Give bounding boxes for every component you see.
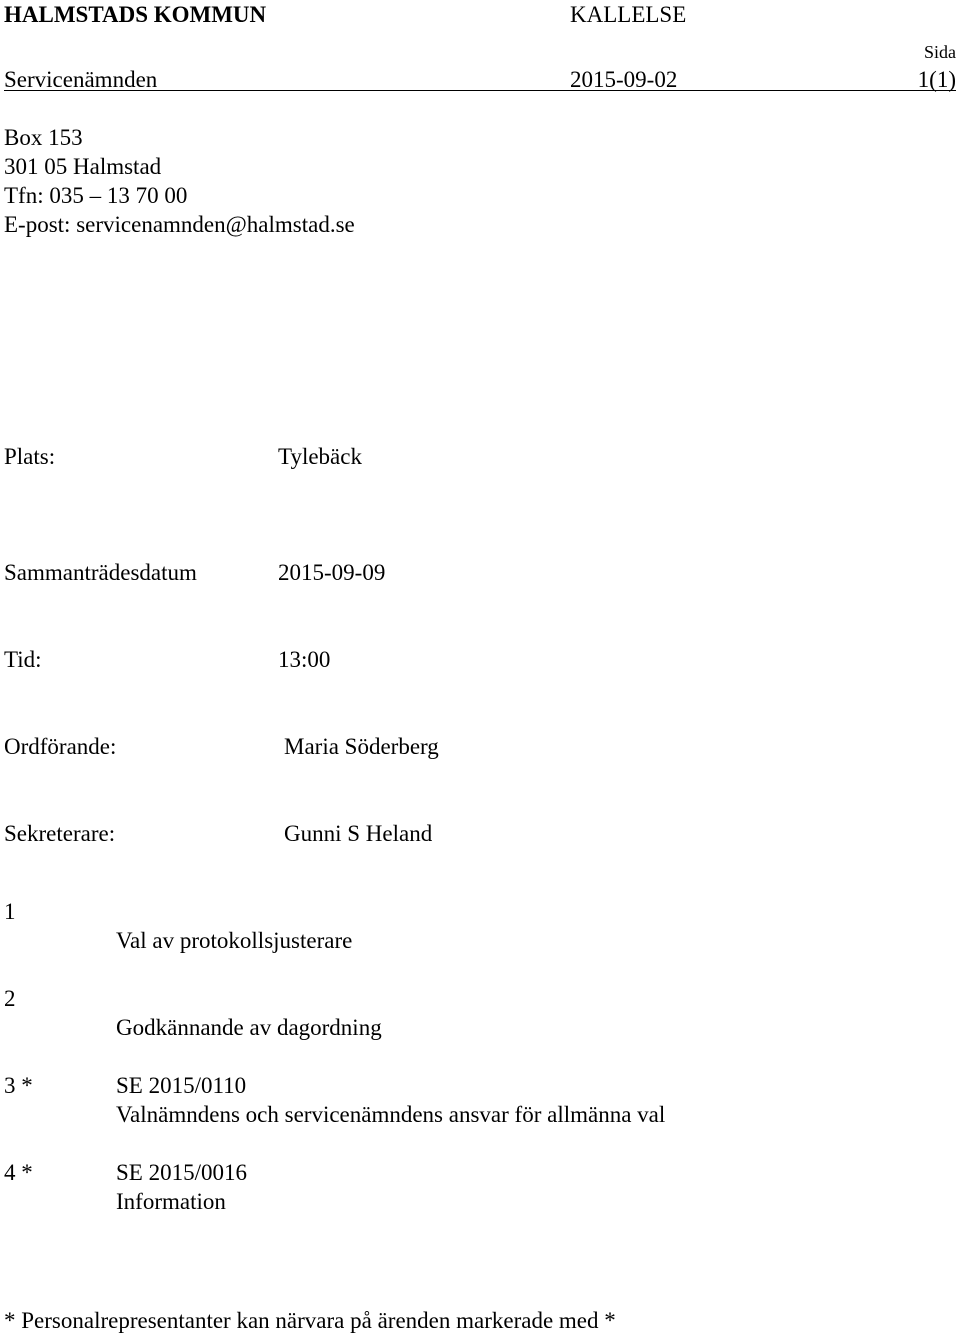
chair-label: Ordförande: xyxy=(4,734,117,759)
address-postal: 301 05 Halmstad xyxy=(4,154,162,179)
document-date: 2015-09-02 xyxy=(570,67,678,92)
time-value: 13:00 xyxy=(278,647,331,672)
agenda-item-case: SE 2015/0016 xyxy=(116,1160,247,1185)
agenda-item-number: 3 * xyxy=(4,1073,33,1098)
agenda-item-title: Val av protokollsjusterare xyxy=(116,928,353,953)
address-phone: Tfn: 035 – 13 70 00 xyxy=(4,183,188,208)
agenda-item-number: 4 * xyxy=(4,1160,33,1185)
page-number: 1(1) xyxy=(917,67,956,92)
meeting-date-value: 2015-09-09 xyxy=(278,560,386,585)
footer-note: * Personalrepresentanter kan närvara på ärenden markerade med * xyxy=(4,1308,616,1333)
agenda-item-title: Valnämndens och servicenämndens ansvar för allmänna val xyxy=(116,1102,666,1127)
secretary-label: Sekreterare: xyxy=(4,821,116,846)
agenda-item-title: Godkännande av dagordning xyxy=(116,1015,382,1040)
department-name: Servicenämnden xyxy=(4,67,158,92)
agenda-item-title: Information xyxy=(116,1189,226,1214)
address-box: Box 153 xyxy=(4,125,83,150)
agenda-item-number: 1 xyxy=(4,899,16,924)
time-label: Tid: xyxy=(4,647,42,672)
organization-name: HALMSTADS KOMMUN xyxy=(4,2,267,27)
header-divider xyxy=(4,90,956,91)
address-email: E-post: servicenamnden@halmstad.se xyxy=(4,212,355,237)
page-label: Sida xyxy=(923,42,956,62)
place-label: Plats: xyxy=(4,444,56,469)
chair-value: Maria Söderberg xyxy=(284,734,439,759)
meeting-date-label: Sammanträdesdatum xyxy=(4,560,197,585)
secretary-value: Gunni S Heland xyxy=(284,821,433,846)
agenda-item-number: 2 xyxy=(4,986,16,1011)
place-value: Tylebäck xyxy=(278,444,362,469)
agenda-item-case: SE 2015/0110 xyxy=(116,1073,247,1098)
document-type: KALLELSE xyxy=(570,2,687,27)
